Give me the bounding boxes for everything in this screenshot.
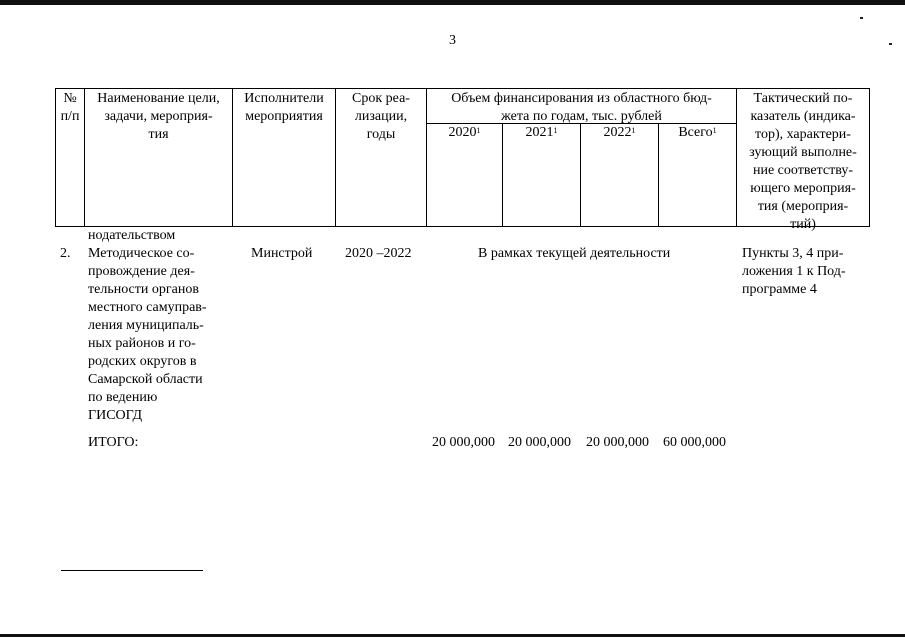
header-num: № п/п: [60, 91, 80, 124]
row-name: Методическое со- провождение дея- тельности органов местного самуправ- ления муниципаль- ных районов и го- родских округов в Самарской области по ведению ГИСОГД: [88, 246, 207, 423]
scan-speck: [889, 43, 892, 45]
row-number: 2.: [60, 246, 71, 261]
header-executor: Исполнители мероприятия: [244, 91, 324, 124]
header-indicator: Тактический по- казатель (индика- тор), характери- зующий выполне- ние соответству- ющего мероприя- тия (мероприя- тий): [749, 91, 857, 232]
header-total: Всего$^1$: [678, 125, 717, 140]
row-executor: Минстрой: [251, 246, 313, 261]
header-year-2022: 2022$^1$: [603, 125, 636, 140]
row-funding-note: В рамках текущей деятельности: [478, 246, 671, 261]
row-indicator: Пункты 3, 4 при- ложения 1 к Под- программе 4: [742, 246, 846, 297]
row-term: 2020 –2022: [345, 246, 412, 261]
total-value-2022: 20 000,000: [586, 435, 649, 450]
scan-speck: [860, 17, 863, 19]
header-name: Наименование цели, задачи, мероприя- тия: [97, 91, 220, 142]
header-year-2021: 2021$^1$: [525, 125, 558, 140]
total-value-2020: 20 000,000: [432, 435, 495, 450]
total-value-all: 60 000,000: [663, 435, 726, 450]
header-funding: Объем финансирования из областного бюд- жета по годам, тыс. рублей: [451, 91, 712, 124]
continuation-text: нодательством: [88, 228, 176, 243]
page-number: 3: [449, 33, 456, 48]
total-label: ИТОГО:: [88, 435, 139, 450]
header-term: Срок реа- лизации, годы: [352, 91, 410, 142]
header-year-2020: 2020$^1$: [448, 125, 481, 140]
top-border: [0, 0, 905, 5]
footnote-separator: [61, 570, 203, 571]
bottom-border: [0, 634, 905, 637]
total-value-2021: 20 000,000: [508, 435, 571, 450]
